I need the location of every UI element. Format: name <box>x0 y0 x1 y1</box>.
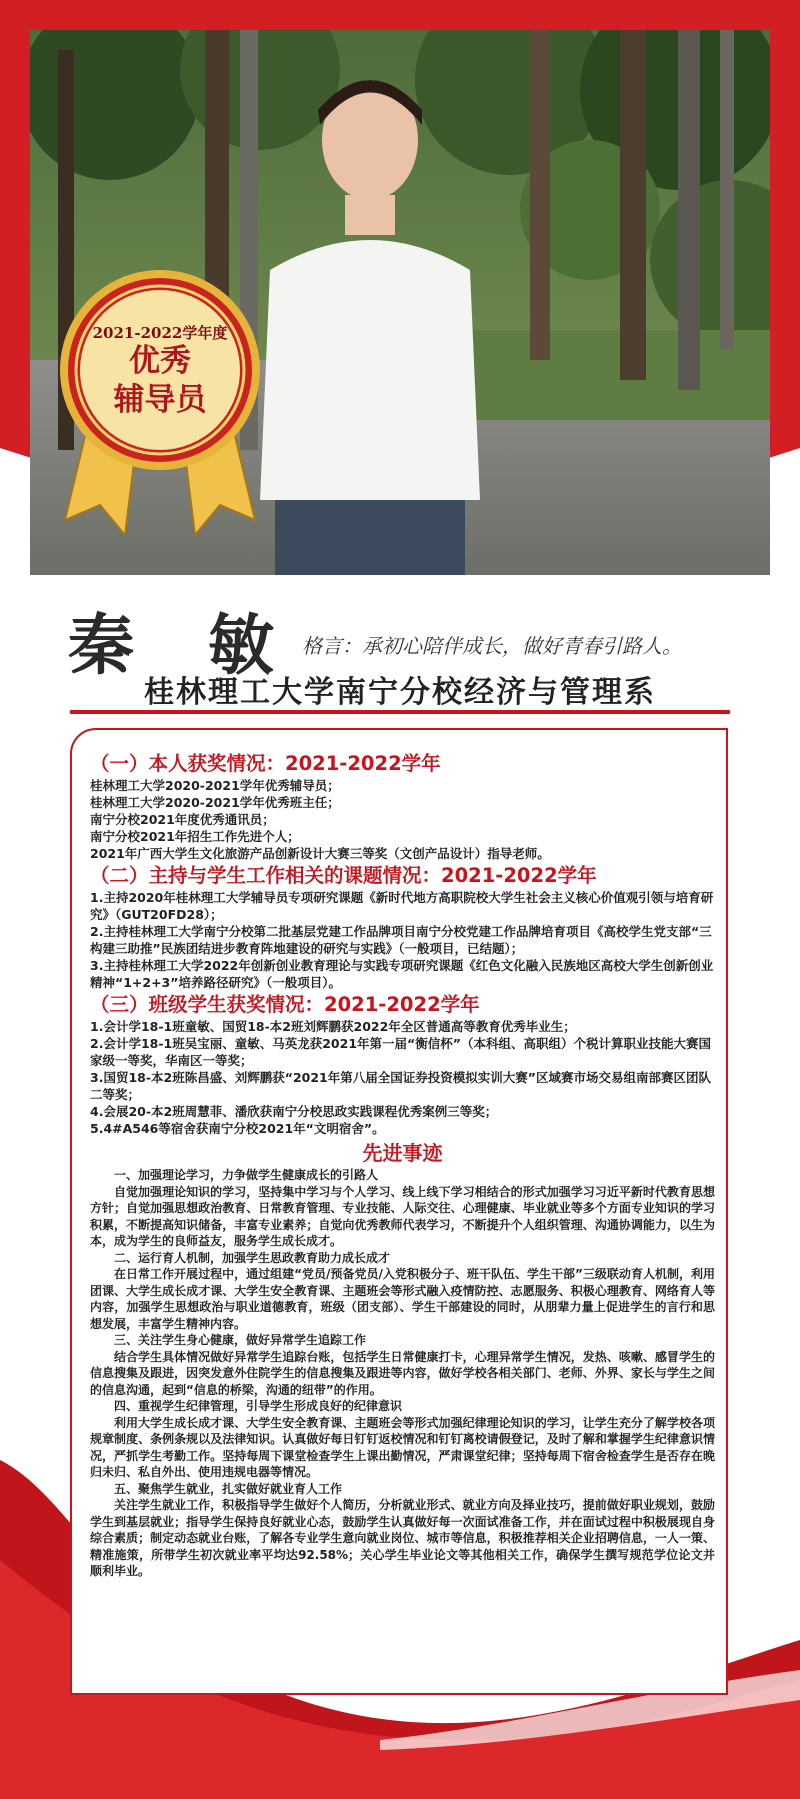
medal-year: 2021-2022学年度 <box>92 324 228 342</box>
section-1-title: （一）本人获奖情况：2021-2022学年 <box>90 752 441 775</box>
content-body <box>90 750 715 1580</box>
deed-text: 结合学生具体情况做好异常学生追踪台账，包括学生日常健康打卡，心理异常学生情况，发热、咳嗽、感冒学生的信息搜集及跟进，因突发意外住院学生的信息搜集及跟进等内容，做好学校各相关部门、老师、外界、家长与学生之间的信息沟通，起到“信息的桥梁，沟通的纽带”的作用。 <box>90 1349 715 1397</box>
section-2-item: 1.主持2020年桂林理工大学辅导员专项研究课题《新时代地方高职院校大学生社会主义核心价值观引领与培育研究》（GUT20FD28）； <box>90 890 714 922</box>
motto: 格言：承初心陪伴成长，做好青春引路人。 <box>302 634 682 658</box>
section-3-item: 4.会展20-本2班周慧菲、潘欣获南宁分校思政实践课程优秀案例三等奖； <box>90 1104 498 1119</box>
person-name: 秦敏 <box>68 606 348 684</box>
section-3-item: 1.会计学18-1班童敏、国贸18-本2班刘辉鹏获2022年全区普通高等教育优秀毕业生； <box>90 1019 576 1034</box>
deed-text: 关注学生就业工作，积极指导学生做好个人简历，分析就业形式、就业方向及择业技巧，提前做好职业规划，鼓励学生到基层就业；指导学生保持良好就业心态，鼓励学生认真做好每一次面试准备工作，并在面试过程中积极展现自身综合素质；制定动态就业台账，了解各专业学生意向就业岗位、城市等信息，积极推荐相关企业招聘信息，一人一策、精准施策，所带学生初次就业率平均达92.58%；关心学生毕业论文等其他相关工作，确保学生撰写规范学位论文并顺利毕业。 <box>90 1498 715 1578</box>
medal-title-line1: 优秀 <box>129 343 191 379</box>
deed-heading: 二、运行育人机制，加强学生思政教育助力成长成才 <box>114 1250 391 1265</box>
section-2-item: 2.主持桂林理工大学南宁分校第二批基层党建工作品牌项目南宁分校党建工作品牌培育项目《高校学生党支部“三构建三助推”民族团结进步教育阵地建设的研究与实践》（一般项目，已结题）； <box>90 924 712 956</box>
medal-title <box>72 342 248 420</box>
deed-text: 利用大学生成长成才课、大学生安全教育课、主题班会等形式加强纪律理论知识的学习，让学生充分了解学校各项规章制度、条例条规以及法律知识。认真做好每日钉钉返校情况和钉钉离校请假登记，及时了解和掌握学生纪律意识情况，严抓学生考勤工作。坚持每周下课堂检查学生上课出勤情况，严肃课堂纪律；坚持每周下宿舍检查学生是否存在晚归未归、私自外出、使用违规电器等情况。 <box>90 1415 715 1479</box>
deed-heading: 一、加强理论学习，力争做学生健康成长的引路人 <box>114 1168 379 1182</box>
deed-text: 在日常工作开展过程中，通过组建“党员/预备党员/入党积极分子、班干队伍、学生干部”三级联动育人机制，利用团课、大学生成长成才课、大学生安全教育课、主题班会等形式融入疫情防控、志愿服务、积极心理教育、网络育人等内容，加强学生思想政治与职业道德教育，班级（团支部）、学生干部建设的同时，从朋辈力量上促进学生的言行和思想发展，丰富学生精神内容。 <box>90 1267 715 1331</box>
section-1-item: 桂林理工大学2020-2021学年优秀辅导员； <box>90 778 340 793</box>
section-3-item: 5.4#A546等宿舍获南宁分校2021年“文明宿舍”。 <box>90 1121 385 1136</box>
deeds-title: 先进事迹 <box>362 1141 443 1165</box>
section-3-title: （三）班级学生获奖情况：2021-2022学年 <box>90 993 480 1016</box>
section-2-title: （二）主持与学生工作相关的课题情况：2021-2022学年 <box>90 864 597 887</box>
section-3-item: 2.会计学18-1班吴宝丽、童敏、马英龙获2021年第一届“衡信杯”（本科组、高职组）个税计算职业技能大赛国家级一等奖，华南区一等奖； <box>90 1036 711 1068</box>
section-1-item: 桂林理工大学2020-2021学年优秀班主任； <box>90 795 340 810</box>
deed-text: 自觉加强理论知识的学习，坚持集中学习与个人学习、线上线下学习相结合的形式加强学习习近平新时代教育思想方针；自觉加强思想政治教育、日常教育管理、专业技能、人际交往、心理健康、毕业就业等多个方面专业知识的学习积累，不断提高知识储备，丰富专业素养；自觉向优秀教师代表学习，不断提升个人组织管理、沟通协调能力，以生为本，成为学生的良师益友，服务学生成长成才。 <box>90 1184 715 1248</box>
section-2-item: 3.主持桂林理工大学2022年创新创业教育理论与实践专项研究课题《红色文化融入民族地区高校大学生创新创业精神“1+2+3”培养路径研究》（一般项目）。 <box>90 958 714 990</box>
section-1-item: 南宁分校2021年招生工作先进个人； <box>90 829 300 844</box>
deed-heading: 三、关注学生身心健康，做好异常学生追踪工作 <box>114 1333 367 1347</box>
section-1-item: 2021年广西大学生文化旅游产品创新设计大赛三等奖（文创产品设计）指导老师。 <box>90 846 550 861</box>
school-department: 桂林理工大学南宁分校经济与管理系 <box>144 675 656 710</box>
section-3-item: 3.国贸18-本2班陈昌盛、刘辉鹏获“2021年第八届全国证券投资模拟实训大赛”区域赛市场交易组南部赛区团队二等奖； <box>90 1070 711 1102</box>
deed-heading: 五、聚焦学生就业，扎实做好就业育人工作 <box>114 1481 343 1496</box>
title-underline <box>70 710 730 714</box>
section-1-item: 南宁分校2021年度优秀通讯员； <box>90 812 275 827</box>
medal-title-line2: 辅导员 <box>113 382 207 418</box>
deed-heading: 四、重视学生纪律管理，引导学生形成良好的纪律意识 <box>114 1399 403 1413</box>
